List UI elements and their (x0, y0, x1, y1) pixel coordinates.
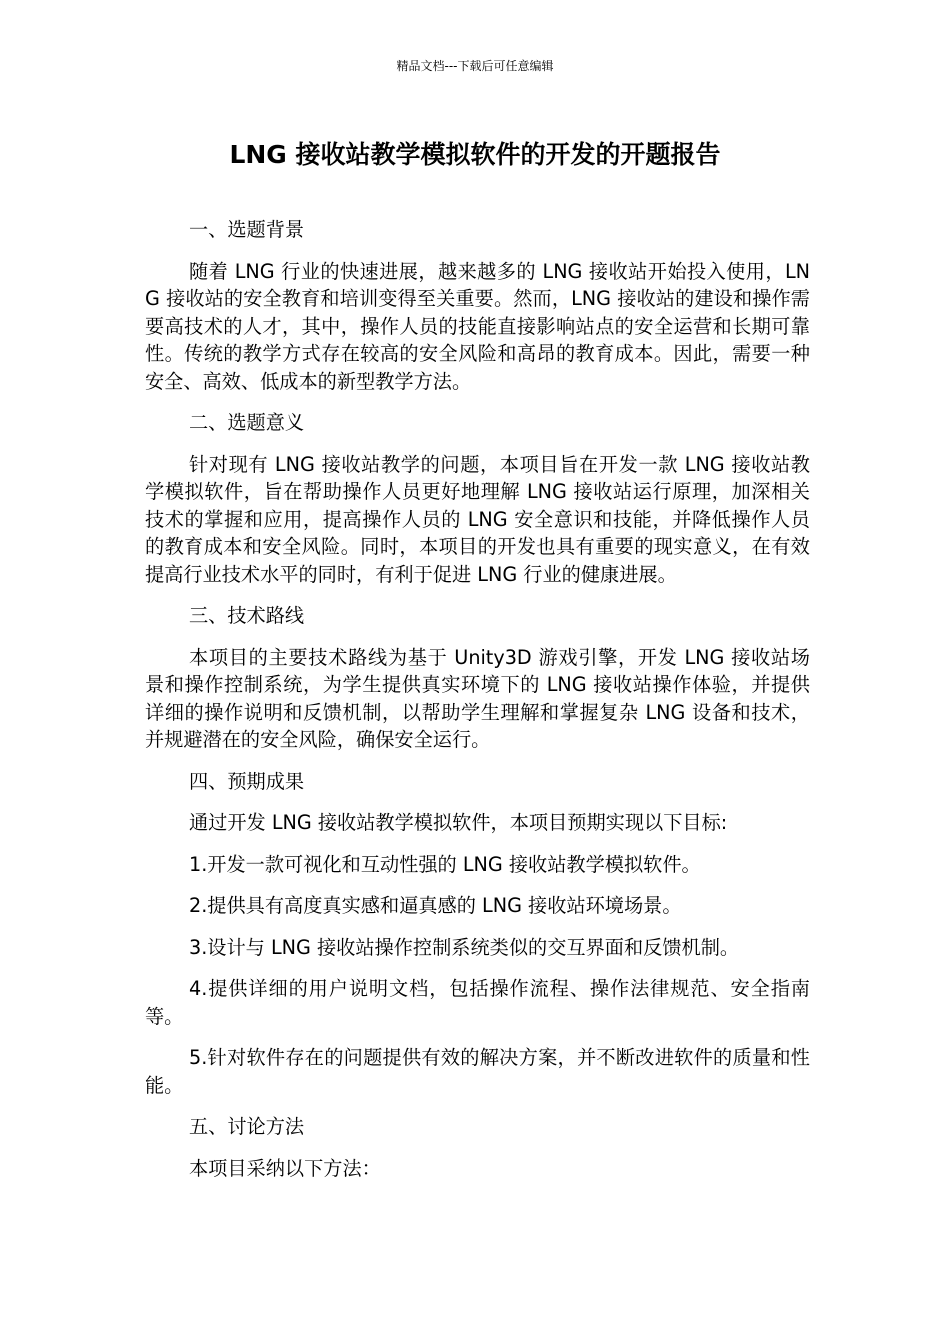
document-body (145, 216, 810, 1196)
list-item: 3.设计与 LNG 接收站操作控制系统类似的交互界面和反馈机制。 (189, 935, 740, 959)
list-item: 2.提供具有高度真实感和逼真感的 LNG 接收站环境场景。 (189, 894, 682, 917)
section-heading: 三、技术路线 (189, 604, 305, 627)
paragraph: 随着 LNG 行业的快速进展，越来越多的 LNG 接收站开始投入使用，LNG 接收站的安全教育和培训变得至关重要。然而，LNG 接收站的建设和操作需要高技术的人才，其中，操作人员的技能直接影响站点的安全运营和长期可靠性。传统的教学方式存在较高的安全风险和高昂的教育成本。因此，需要一种安全、高效、低成本的新型教学方法。 (145, 259, 810, 393)
paragraph: 本项目的主要技术路线为基于 Unity3D 游戏引擎，开发 LNG 接收站场景和操作控制系统，为学生提供真实环境下的 LNG 接收站操作体验，并提供详细的操作说明和反馈机制，以帮助学生理解和掌握复杂 LNG 设备和技术，并规避潜在的安全风险，确保安全运行。 (145, 645, 810, 751)
document-title: LNG 接收站教学模拟软件的开发的开题报告 (229, 140, 721, 169)
section-heading: 四、预期成果 (189, 769, 305, 793)
section-heading: 五、讨论方法 (189, 1115, 305, 1138)
paragraph: 本项目采纳以下方法： (189, 1156, 381, 1180)
list-item: 1.开发一款可视化和互动性强的 LNG 接收站教学模拟软件。 (189, 852, 701, 876)
list-item: 5.针对软件存在的问题提供有效的解决方案，并不断改进软件的质量和性能。 (145, 1046, 810, 1097)
section-heading: 二、选题意义 (189, 411, 305, 434)
section-heading: 一、选题背景 (189, 218, 305, 241)
paragraph: 通过开发 LNG 接收站教学模拟软件，本项目预期实现以下目标: (189, 811, 728, 834)
list-item: 4.提供详细的用户说明文档，包括操作流程、操作法律规范、安全指南等。 (145, 977, 810, 1028)
page-header: 精品文档---下载后可任意编辑 (396, 59, 554, 73)
paragraph: 针对现有 LNG 接收站教学的问题，本项目旨在开发一款 LNG 接收站教学模拟软件，旨在帮助操作人员更好地理解 LNG 接收站运行原理，加深相关技术的掌握和应用，提高操作人员的 LNG 安全意识和技能，并降低操作人员的教育成本和安全风险。同时，本项目的开发也具有重要的现实意义，在有效提高行业技术水平的同时，有利于促进 LNG 行业的健康进展。 (145, 452, 810, 586)
